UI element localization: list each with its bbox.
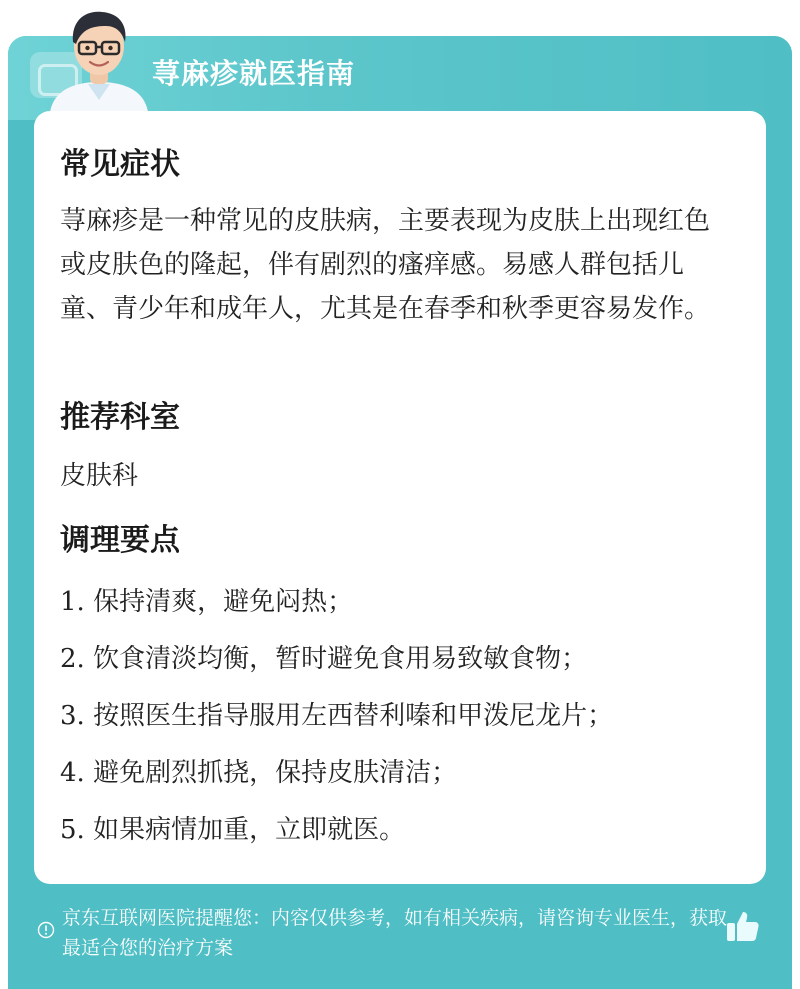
list-item-text: 按照医生指导服用左西替利嗪和甲泼尼龙片；: [93, 701, 614, 731]
list-item: [60, 752, 750, 789]
list-item-number: 2.: [60, 644, 85, 674]
list-item-number: 5.: [60, 815, 85, 845]
content-card: [34, 111, 766, 884]
list-item: [60, 809, 750, 846]
page-title: 荨麻疹就医指南: [152, 57, 356, 90]
list-item-text: 如果病情加重，立即就医。: [93, 815, 406, 845]
list-item: [60, 638, 750, 675]
symptoms-text: 荨麻疹是一种常见的皮肤病，主要表现为皮肤上出现红色或皮肤色的隆起，伴有剧烈的瘙痒感。易感人群包括儿童、青少年和成年人，尤其是在春季和秋季更容易发作。: [60, 206, 711, 324]
department-text: 皮肤科: [60, 461, 139, 491]
doctor-avatar: [44, 4, 154, 112]
info-circle-icon: [37, 921, 55, 939]
list-item-text: 饮食清淡均衡，暂时避免食用易致敏食物；: [93, 644, 588, 674]
section-title-department: 推荐科室: [60, 400, 180, 435]
list-item: [60, 695, 750, 732]
footer-disclaimer: 京东互联网医院提醒您：内容仅供参考，如有相关疾病，请咨询专业医生，获取最适合您的治疗方案: [62, 907, 728, 959]
section-title-symptoms: 常见症状: [60, 147, 180, 182]
list-item-number: 4.: [60, 758, 85, 788]
section-title-care: 调理要点: [60, 523, 180, 558]
list-item-text: 避免剧烈抓挠，保持皮肤清洁；: [93, 758, 458, 788]
list-item-text: 保持清爽，避免闷热；: [93, 587, 354, 617]
list-item-number: 3.: [60, 701, 85, 731]
list-item-number: 1.: [60, 587, 85, 617]
thumbs-up-icon[interactable]: [724, 908, 760, 944]
list-item: [60, 581, 750, 618]
